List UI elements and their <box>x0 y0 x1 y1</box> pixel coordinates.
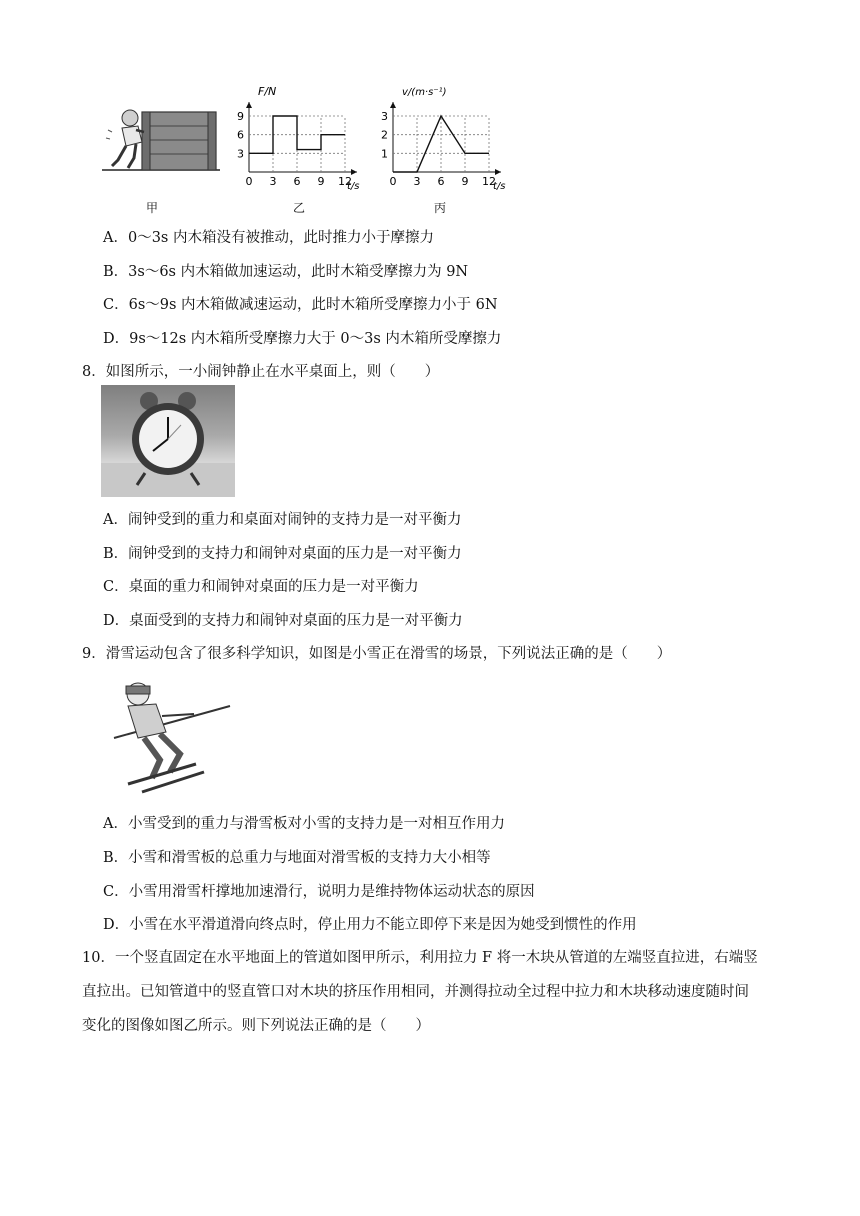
yi-x-tick-label: 3 <box>269 175 277 188</box>
q7-option-b: B．3s～6s 内木箱做加速运动，此时木箱受摩擦力为 9N <box>103 264 469 280</box>
q9-option-b: B．小雪和滑雪板的总重力与地面对滑雪板的支持力大小相等 <box>103 850 491 866</box>
fig-yi-label: 乙 <box>293 201 306 215</box>
q8-stem: 8．如图所示，一小闹钟静止在水平桌面上，则（ ） <box>82 364 440 380</box>
q9-option-a: A．小雪受到的重力与滑雪板对小雪的支持力是一对相互作用力 <box>103 816 505 832</box>
chart-yi-axes <box>246 102 357 175</box>
q10-line-2: 直拉出。已知管道中的竖直管口对木块的挤压作用相同，并测得拉动全过程中拉力和木块移动速度随时间 <box>82 984 749 1000</box>
q9-option-c: C．小雪用滑雪杆撑地加速滑行，说明力是维持物体运动状态的原因 <box>103 884 535 900</box>
bing-x-tick-label: 3 <box>413 175 421 188</box>
q10-line-1: 10．一个竖直固定在水平地面上的管道如图甲所示，利用拉力 F 将一木块从管道的左端竖直拉进，右端竖 <box>82 950 758 966</box>
bing-x-tick-label: 0 <box>389 175 397 188</box>
yi-y-tick-label: 9 <box>237 110 244 123</box>
yi-y-arrow <box>246 102 252 108</box>
chart-yi-force-time <box>232 84 367 194</box>
fig-bing-label: 丙 <box>434 201 447 215</box>
bing-x-tick-label: 12 <box>482 175 496 188</box>
chart-bing-gridlines <box>393 116 489 172</box>
q7-option-d: D．9s～12s 内木箱所受摩擦力大于 0～3s 内木箱所受摩擦力 <box>103 331 502 347</box>
chart-bing-axes <box>390 102 501 175</box>
fig-jia-label: 甲 <box>146 201 159 215</box>
q9-stem: 9．滑雪运动包含了很多科学知识，如图是小雪正在滑雪的场景，下列说法正确的是（ ） <box>82 646 672 662</box>
chart-yi-ylabel: F/N <box>258 85 277 98</box>
chart-bing-ylabel: v/(m·s⁻¹) <box>402 87 447 98</box>
figure-jia-boy-pushing-box <box>98 100 223 178</box>
yi-y-tick-label: 6 <box>237 128 244 142</box>
q8-option-b: B．闹钟受到的支持力和闹钟对桌面的压力是一对平衡力 <box>103 546 462 562</box>
chart-yi-series <box>249 116 345 153</box>
bing-x-tick-label: 9 <box>461 175 469 188</box>
yi-y-tick-label: 3 <box>237 147 244 161</box>
bing-y-tick-label: 3 <box>381 110 388 123</box>
yi-x-tick-label: 6 <box>293 175 301 188</box>
q8-option-c: C．桌面的重力和闹钟对桌面的压力是一对平衡力 <box>103 579 419 595</box>
chart-yi-xlabel: t/s <box>347 181 360 192</box>
q8-option-a: A．闹钟受到的重力和桌面对闹钟的支持力是一对平衡力 <box>103 512 462 528</box>
skier-illustration <box>104 674 234 798</box>
bing-y-tick-label: 2 <box>381 128 388 142</box>
yi-x-tick-label: 12 <box>338 175 352 188</box>
bing-y-arrow <box>390 102 396 108</box>
yi-x-tick-label: 9 <box>317 175 325 188</box>
q10-line-3: 变化的图像如图乙所示。则下列说法正确的是（ ） <box>82 1018 430 1034</box>
q9-option-d: D．小雪在水平滑道滑向终点时，停止用力不能立即停下来是因为她受到惯性的作用 <box>103 917 637 933</box>
chart-bing-xlabel: t/s <box>493 181 506 192</box>
bing-y-tick-label: 1 <box>381 147 388 161</box>
yi-series-line <box>249 116 345 153</box>
yi-x-tick-label: 0 <box>245 175 253 188</box>
alarm-clock-photo <box>101 385 235 497</box>
q8-option-d: D．桌面受到的支持力和闹钟对桌面的压力是一对平衡力 <box>103 613 463 629</box>
q7-option-c: C．6s～9s 内木箱做减速运动，此时木箱所受摩擦力小于 6N <box>103 297 498 313</box>
chart-bing-velocity-time <box>374 84 514 194</box>
bing-x-tick-label: 6 <box>437 175 445 188</box>
q7-option-a: A．0～3s 内木箱没有被推动，此时推力小于摩擦力 <box>103 230 434 246</box>
